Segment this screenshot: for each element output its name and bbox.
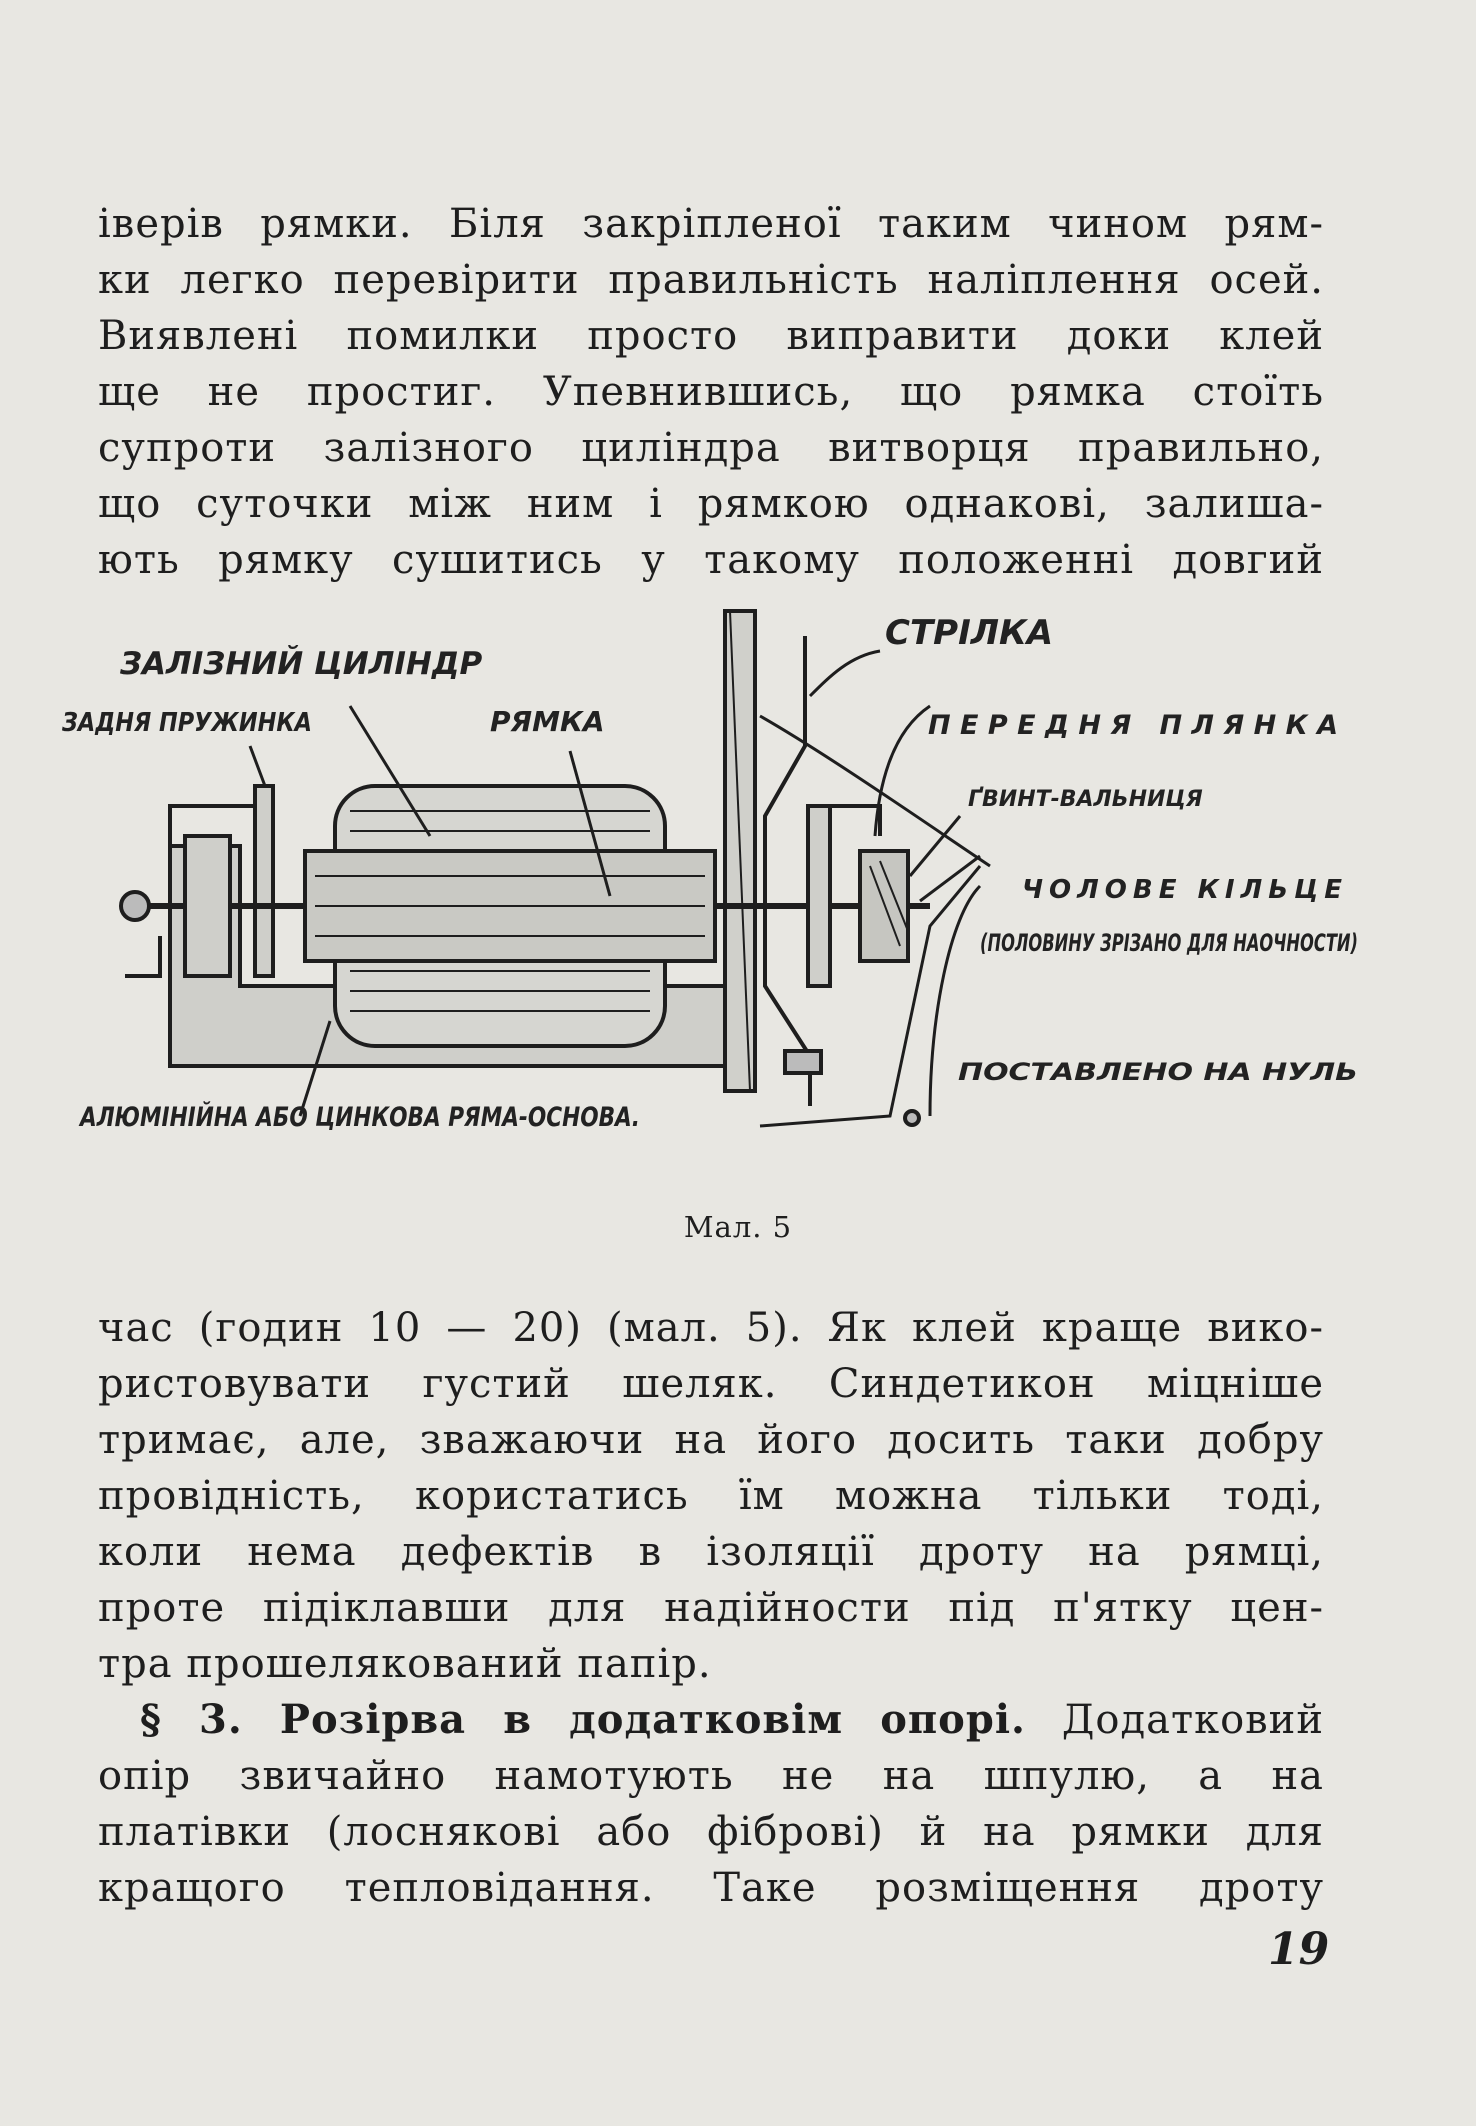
front-plate-shape: [808, 806, 830, 986]
text-line: ще не простиг. Упевнившись, що рямка стоїть: [98, 369, 1324, 415]
figure-galvanometer-diagram: [50, 596, 1370, 1196]
text-line: ристовувати густий шеляк. Синдетикон міцніше: [98, 1361, 1324, 1407]
label-shuttle-ring: ЧОЛОВЕ КІЛЬЦЕ: [1022, 875, 1342, 905]
text-line: Виявлені помилки просто виправити доки клей: [98, 313, 1324, 359]
text-line: ки легко перевірити правильність наліплення осей.: [98, 257, 1324, 303]
label-half-cut: (ПОЛОВИНУ ЗРІЗАНО ДЛЯ НАОЧНОСТИ): [980, 929, 1358, 957]
text-line: опір звичайно намотують не на шпулю, а на: [98, 1753, 1324, 1799]
text-line: платівки (лоснякові або фіброві) й на рямки для: [98, 1809, 1324, 1855]
text-line: іверів рямки. Біля закріпленої таким чином рям-: [98, 201, 1324, 247]
axle-end: [121, 892, 149, 920]
text-line: коли нема дефектів в ізоляції дроту на рямці,: [98, 1529, 1324, 1575]
text-line: кращого тепловідання. Таке розміщення дроту: [98, 1865, 1324, 1911]
label-iron-cylinder: ЗАЛІЗНИЙ ЦИЛІНДР: [120, 646, 483, 682]
text-line: супроти залізного циліндра витворця правильно,: [98, 425, 1324, 471]
label-pointer: СТРІЛКА: [885, 613, 1054, 653]
label-back-spring: ЗАДНЯ ПРУЖИНКА: [61, 708, 312, 738]
text-line: тримає, але, зважаючи на його досить таки добру: [98, 1417, 1324, 1463]
label-frame: РЯМКА: [490, 705, 605, 738]
paragraph-bottom: [98, 1300, 1324, 1916]
text-line: що суточки між ним і рямкою однакові, залиша-: [98, 481, 1324, 527]
label-screw-roller: ҐВИНТ-ВАЛЬНИЦЯ: [968, 787, 1203, 812]
section-text: Додатковий: [1025, 1697, 1324, 1743]
pointer-needle: [765, 636, 810, 1106]
text-line: тра прошелякований папір.: [98, 1641, 712, 1687]
back-spring-plate: [255, 786, 273, 976]
label-front-plate: ПЕРЕДНЯ ПЛЯНКА: [928, 710, 1338, 741]
label-base-frame: АЛЮМІНІЙНА АБО ЦИНКОВА РЯМА-ОСНОВА.: [80, 1102, 780, 1133]
diagram-drawing: [50, 596, 1370, 1196]
page-number: 19: [1268, 1924, 1330, 1975]
paragraph-top: [98, 196, 1324, 588]
text-line: провідність, користатись їм можна тільки тоді,: [98, 1473, 1324, 1519]
label-set-to-zero: ПОСТАВЛЕНО НА НУЛЬ: [958, 1058, 1358, 1086]
section-title: § 3. Розірва в додатковім опорі.: [140, 1696, 1026, 1743]
text-line: ють рямку сушитись у такому положенні довгий: [98, 537, 1324, 583]
section-first-line: [98, 1692, 1324, 1748]
text-line: проте підіклавши для надійности під п'ятку цен-: [98, 1585, 1324, 1631]
figure-caption: Мал. 5: [683, 1210, 793, 1244]
text-line: час (годин 10 — 20) (мал. 5). Як клей краще вико-: [98, 1305, 1324, 1351]
